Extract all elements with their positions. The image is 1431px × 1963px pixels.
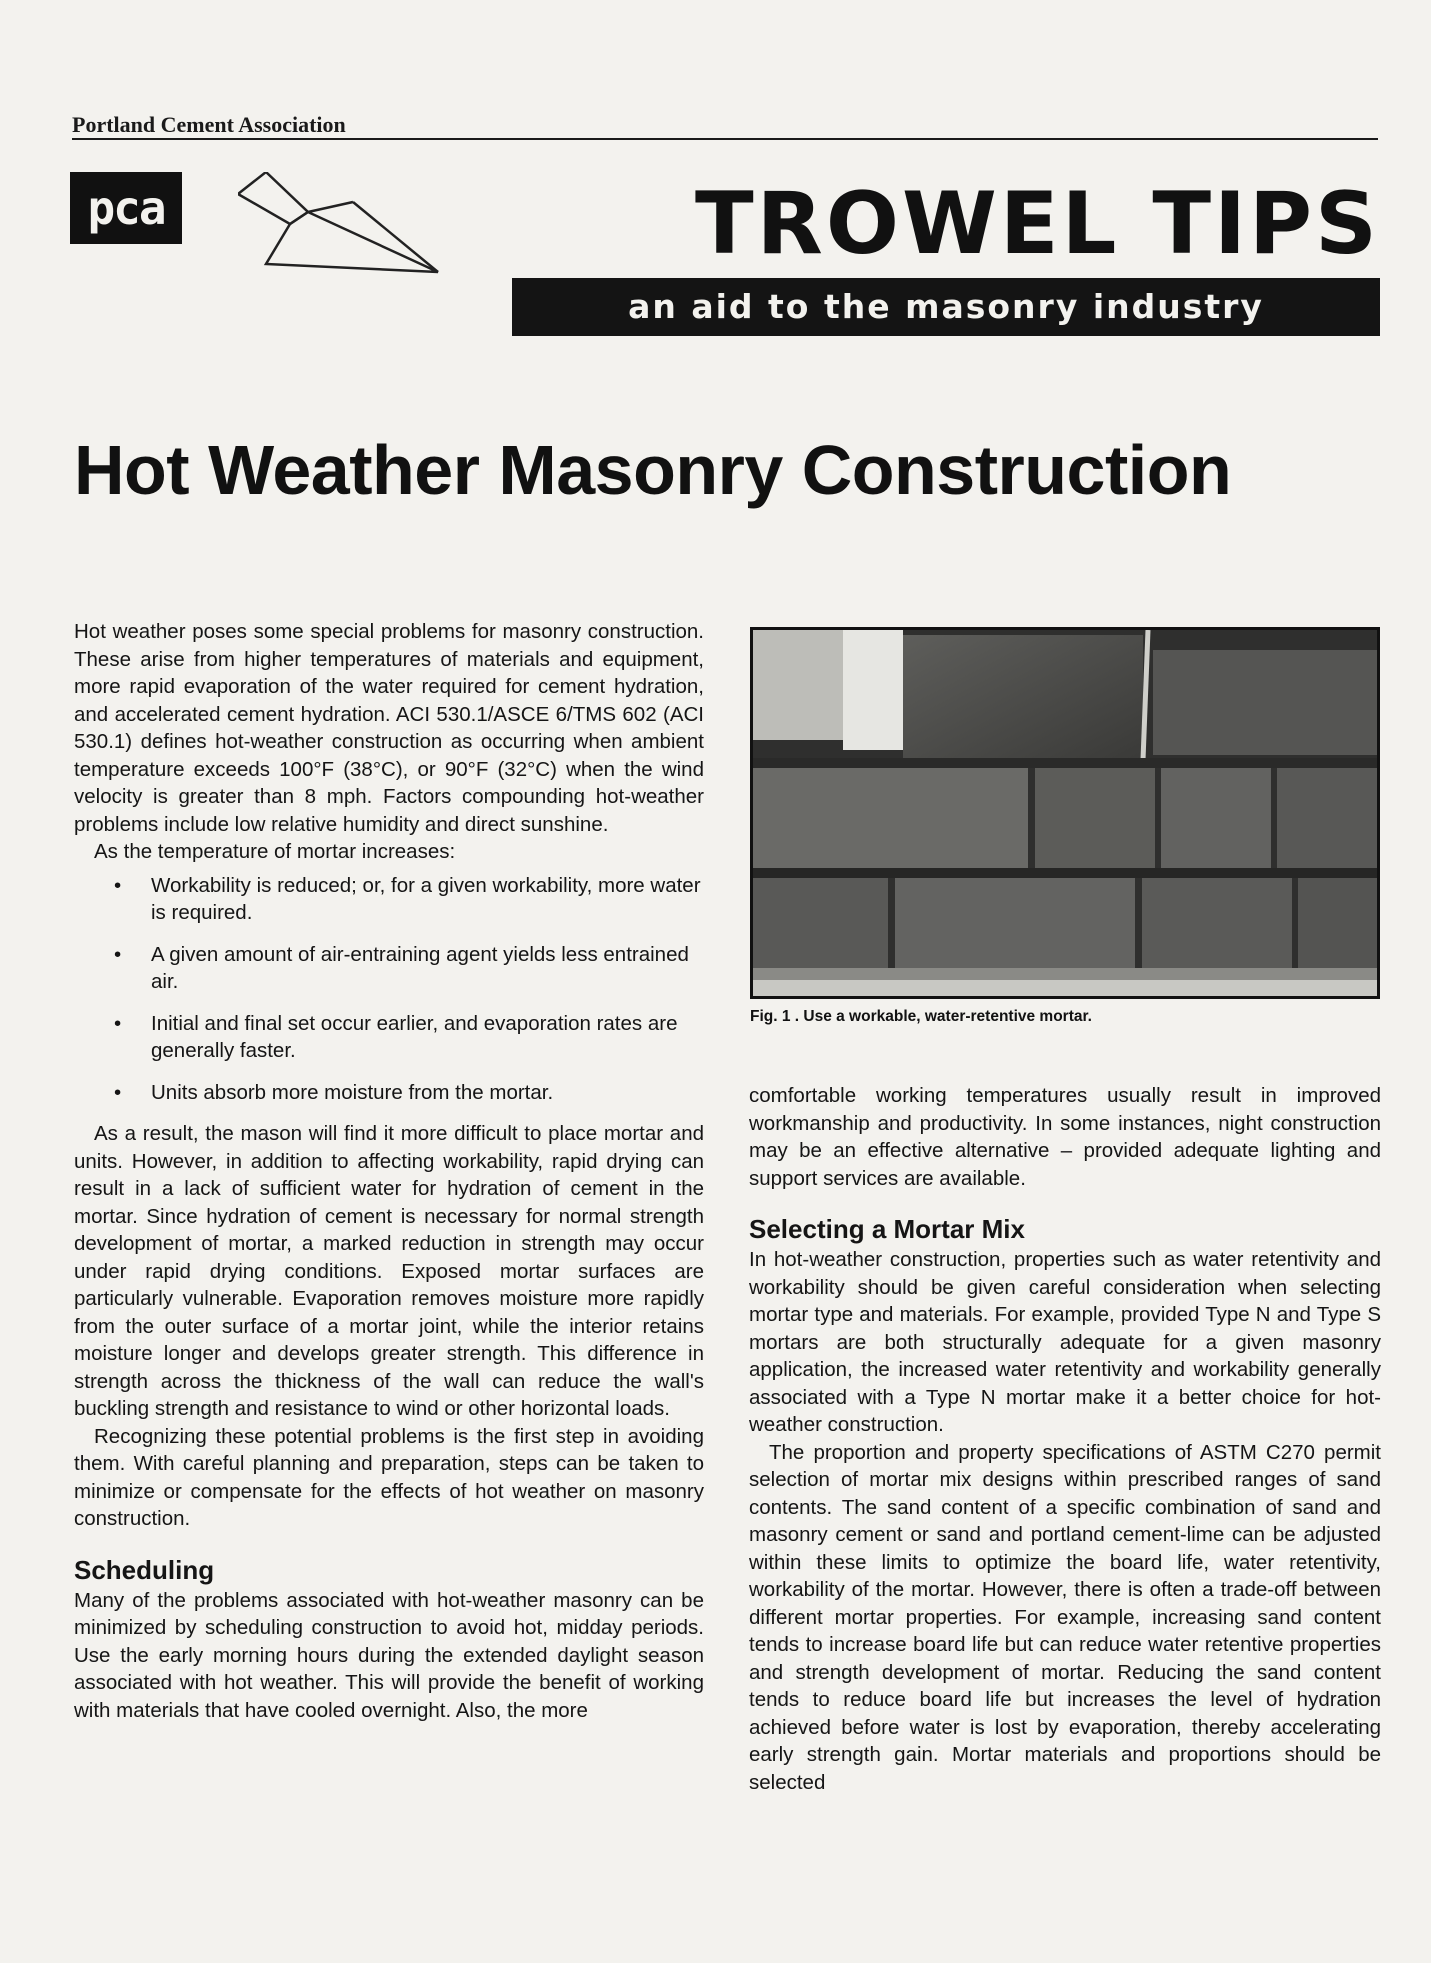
scheduling-heading: Scheduling [74, 1554, 215, 1585]
result-paragraph: As a result, the mason will find it more difficult to place mortar and units. However, in addition to affecting workability, rapid drying can result in a lack of sufficient water for hydration of cement in the mortar. Since hydration of cement is necessary for normal strength development of mortar, a marked reduction in strength may occur under rapid drying conditions. Exposed mortar surfaces are particularly vulnerable. Evaporation removes moisture more rapidly from the outer surface of a mortar joint, while the interior retains moisture longer and develops greater strength. This difference in strength across the thickness of the wall can reduce the wall's buckling strength and resistance to wind or other horizontal loads. [74, 1122, 704, 1420]
scheduling-paragraph: Many of the problems associated with hot-weather masonry can be minimized by scheduling construction to avoid hot, midday periods. Use the early morning hours during the extended daylight season associated with hot weather. This will provide the benefit of working with materials that have cooled overnight. Also, the more [74, 1588, 704, 1722]
trowel-icon [238, 172, 448, 322]
mortar-mix-paragraph-2: The proportion and property specifications of ASTM C270 permit selection of mortar mix designs within prescribed ranges of sand contents. The sand content of a specific combination of sand and masonry cement or sand and portland cement-lime can be adjusted within these limits to optimize the board life, water retentivity, workability of the mortar. However, there is often a trade-off between different mortar properties. For example, increasing sand content tends to increase board life but can reduce water retentive properties and strength development of mortar. Reducing the sand content tends to reduce board life but increases the level of hydration achieved before water is lost by evaporation, thereby accelerating early strength gain. Mortar materials and proportions should be selected [749, 1440, 1381, 1794]
list-item: • Units absorb more moisture from the mortar. [74, 1079, 704, 1107]
left-column [74, 618, 704, 1724]
brand-title: TROWEL TIPS [695, 174, 1380, 274]
recognizing-paragraph: Recognizing these potential problems is the first step in avoiding them. With careful planning and preparation, steps can be taken to minimize or compensate for the effects of hot weather on masonry construction. [74, 1424, 704, 1530]
right-column [749, 1082, 1381, 1796]
masonry-wall-image [753, 630, 1377, 996]
list-item: • Initial and final set occur earlier, and evaporation rates are generally faster. [74, 1010, 704, 1065]
list-item: • Workability is reduced; or, for a given workability, more water is required. [74, 872, 704, 927]
mortar-mix-heading: Selecting a Mortar Mix [749, 1214, 1025, 1244]
temperature-effects-list [74, 872, 704, 1107]
scheduling-continued-paragraph: comfortable working temperatures usually result in improved workmanship and productivity. In some instances, night construction may be an effective alternative – provided adequate lighting and support services are available. [749, 1084, 1381, 1190]
lead-in-text: As the temperature of mortar increases: [94, 840, 456, 863]
intro-paragraph: Hot weather poses some special problems for masonry construction. These arise from higher temperatures of materials and equipment, more rapid evaporation of the water required for cement hydration, and accelerated cement hydration. ACI 530.1/ASCE 6/TMS 602 (ACI 530.1) defines hot-weather construction as occurring when ambient temperature exceeds 100°F (38°C), or 90°F (32°C) when the wind velocity is greater than 8 mph. Factors compounding hot-weather problems include low relative humidity and direct sunshine. [74, 620, 704, 836]
mortar-mix-paragraph-1: In hot-weather construction, properties such as water retentivity and workability should be given careful consideration when selecting mortar type and materials. For example, provided Type N and Type S mortars are both structurally adequate for a given masonry application, the increased water retentivity and workability generally associated with a Type N mortar make it a better choice for hot-weather construction. [749, 1248, 1381, 1436]
pca-logo-icon: pca [70, 172, 182, 244]
list-item: • A given amount of air-entraining agent yields less entrained air. [74, 941, 704, 996]
brand-subtitle: an aid to the masonry industry [512, 278, 1380, 336]
document-title: Hot Weather Masonry Construction [74, 431, 1232, 509]
masonry-wall-photo [750, 627, 1380, 999]
organization-name: Portland Cement Association [72, 112, 346, 137]
figure-caption: Fig. 1 . Use a workable, water-retentive mortar. [750, 1008, 1092, 1025]
header-rule [72, 138, 1378, 140]
